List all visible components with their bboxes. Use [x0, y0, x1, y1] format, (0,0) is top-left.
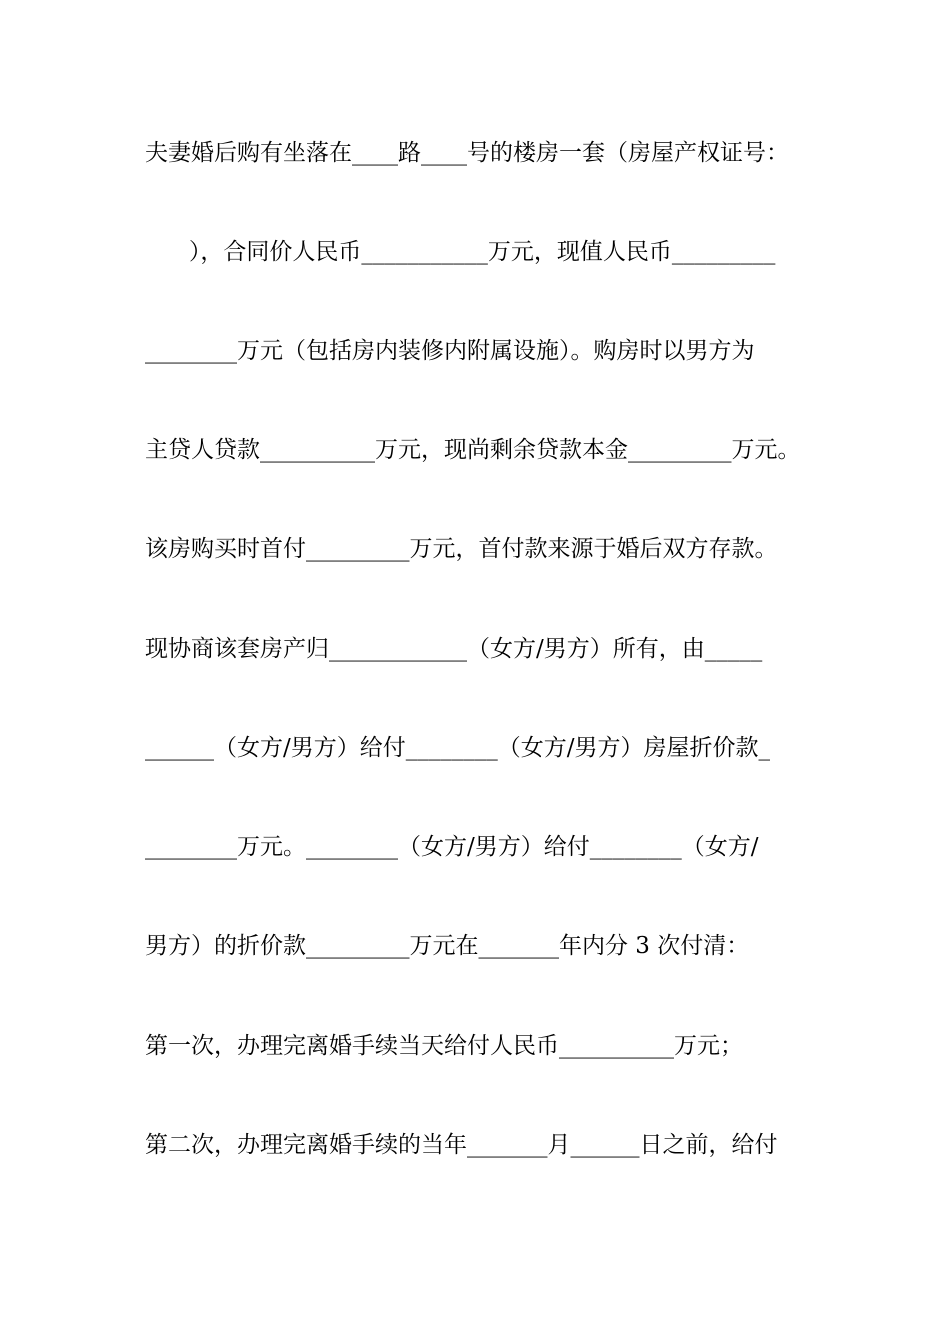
text-line-2: ），合同价人民币___________万元，现值人民币_________ [145, 239, 776, 265]
text-line-9: 男方）的折价款_________万元在_______年内分 3 次付清： [145, 933, 750, 959]
text-line-10: 第一次，办理完离婚手续当天给付人民币__________万元； [145, 1033, 743, 1059]
text-line-3: ________万元（包括房内装修内附属设施）。购房时以男方为 [145, 338, 755, 364]
text-line-4: 主贷人贷款__________万元，现尚剩余贷款本金_________万元。 [145, 437, 801, 463]
text-line-6: 现协商该套房产归____________（女方/男方）所有，由_____ [145, 636, 763, 662]
text-line-11: 第二次，办理完离婚手续的当年_______月______日之前，给付 [145, 1132, 778, 1158]
text-line-5: 该房购买时首付_________万元，首付款来源于婚后双方存款。 [145, 536, 778, 562]
text-line-1: 夫妻婚后购有坐落在____路____号的楼房一套（房屋产权证号： [145, 140, 789, 166]
text-line-8: ________万元。________（女方/男方）给付________（女方/ [145, 834, 759, 860]
text-line-7: ______（女方/男方）给付________（女方/男方）房屋折价款_ [145, 735, 770, 761]
